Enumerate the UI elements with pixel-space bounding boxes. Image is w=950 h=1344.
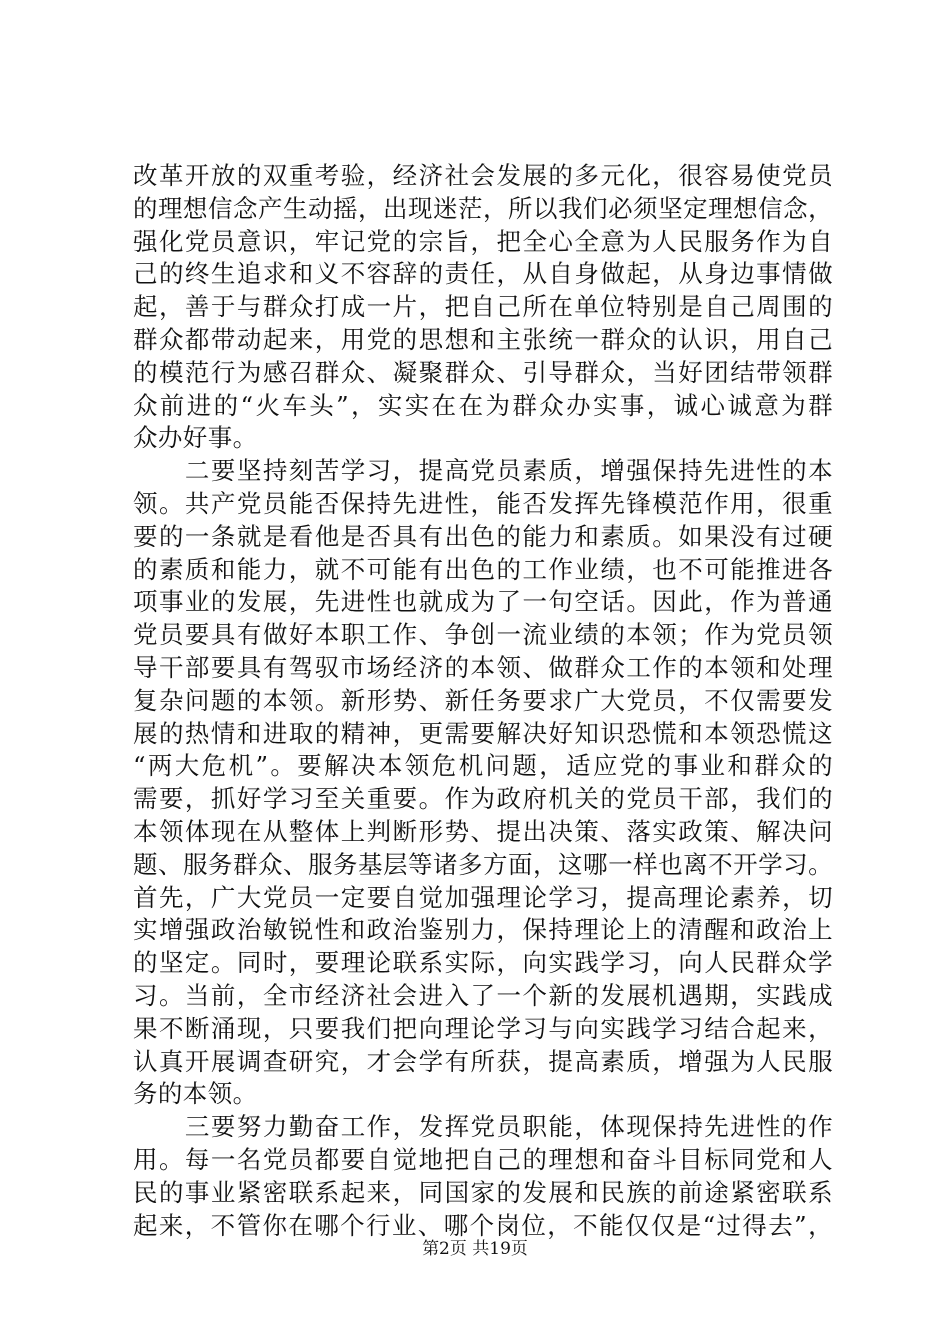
text-line: 的模范行为感召群众、凝聚群众、引导群众，当好团结带领群 <box>133 357 833 387</box>
page-number-footer: 第2页 共19页 <box>422 1239 528 1259</box>
text-line: “两大危机”。要解决本领危机问题，适应党的事业和群众的 <box>133 751 833 781</box>
text-line: 强化党员意识，牢记党的宗旨，把全心全意为人民服务作为自 <box>133 226 833 256</box>
text-line: 的坚定。同时，要理论联系实际，向实践学习，向人民群众学 <box>133 948 833 978</box>
text-line: 务的本领。 <box>133 1079 258 1109</box>
text-line: 复杂问题的本领。新形势、新任务要求广大党员，不仅需要发 <box>133 685 833 715</box>
text-line: 党员要具有做好本职工作、争创一流业绩的本领；作为党员领 <box>133 620 833 650</box>
text-line: 导干部要具有驾驭市场经济的本领、做群众工作的本领和处理 <box>133 652 833 682</box>
text-line: 众办好事。 <box>133 423 258 453</box>
text-line: 习。当前，全市经济社会进入了一个新的发展机遇期，实践成 <box>133 980 833 1010</box>
paragraph-start-line: 二要坚持刻苦学习，提高党员素质，增强保持先进性的本 <box>133 456 833 486</box>
text-line: 首先，广大党员一定要自觉加强理论学习，提高理论素养，切 <box>133 882 833 912</box>
text-line: 群众都带动起来，用党的思想和主张统一群众的认识，用自己 <box>133 324 833 354</box>
text-line: 改革开放的双重考验，经济社会发展的多元化，很容易使党员 <box>133 161 833 190</box>
text-line: 认真开展调查研究，才会学有所获，提高素质，增强为人民服 <box>133 1046 833 1076</box>
text-line: 用。每一名党员都要自觉地把自己的理想和奋斗目标同党和人 <box>133 1144 833 1174</box>
document-body <box>133 160 833 1242</box>
text-line: 展的热情和进取的精神，更需要解决好知识恐慌和本领恐慌这 <box>133 718 833 748</box>
text-line: 己的终生追求和义不容辞的责任，从自身做起，从身边事情做 <box>133 259 833 289</box>
text-line: 要的一条就是看他是否具有出色的能力和素质。如果没有过硬 <box>133 521 833 551</box>
text-line: 的理想信念产生动摇，出现迷茫，所以我们必须坚定理想信念， <box>133 193 833 223</box>
text-line: 实增强政治敏锐性和政治鉴别力，保持理论上的清醒和政治上 <box>133 915 833 945</box>
text-line: 的素质和能力，就不可能有出色的工作业绩，也不可能推进各 <box>133 554 833 584</box>
text-line: 众前进的“火车头”，实实在在为群众办实事，诚心诚意为群 <box>133 390 833 420</box>
text-line: 项事业的发展，先进性也就成为了一句空话。因此，作为普通 <box>133 587 833 617</box>
text-line: 领。共产党员能否保持先进性，能否发挥先锋模范作用，很重 <box>133 488 833 518</box>
text-line: 本领体现在从整体上判断形势、提出决策、落实政策、解决问 <box>133 816 833 846</box>
text-line: 起来，不管你在哪个行业、哪个岗位，不能仅仅是“过得去”， <box>133 1210 833 1240</box>
paragraph-start-line: 三要努力勤奋工作，发挥党员职能，体现保持先进性的作 <box>133 1112 833 1142</box>
text-line: 果不断涌现，只要我们把向理论学习与向实践学习结合起来， <box>133 1013 833 1043</box>
text-line: 题、服务群众、服务基层等诸多方面，这哪一样也离不开学习。 <box>133 849 833 879</box>
text-line: 民的事业紧密联系起来，同国家的发展和民族的前途紧密联系 <box>133 1177 833 1207</box>
text-line: 起，善于与群众打成一片，把自己所在单位特别是自己周围的 <box>133 292 833 322</box>
text-line: 需要，抓好学习至关重要。作为政府机关的党员干部，我们的 <box>133 784 833 814</box>
